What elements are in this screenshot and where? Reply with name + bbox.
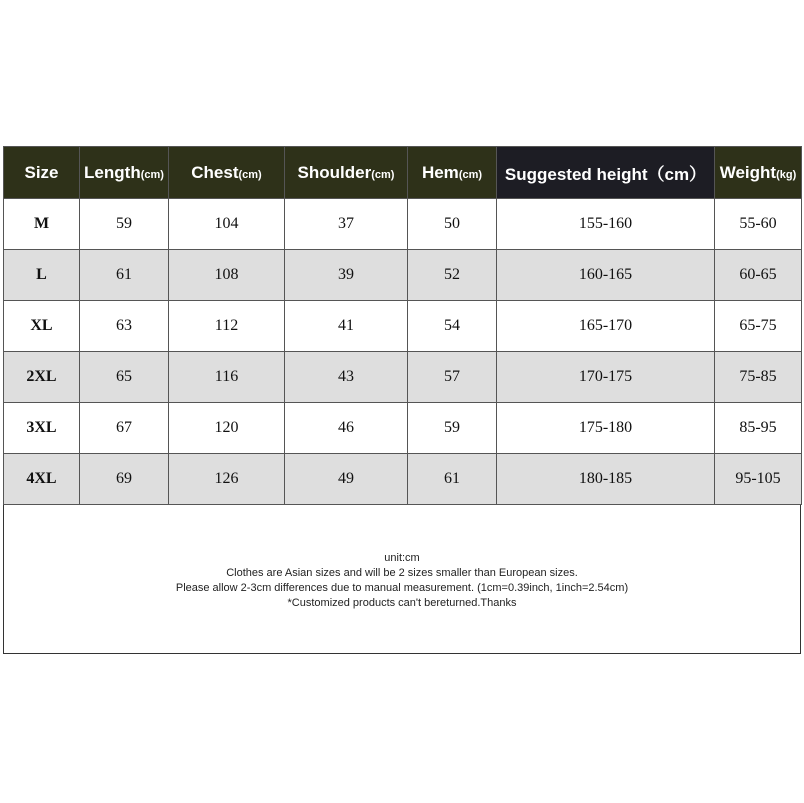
height-cell: 165-170 — [497, 301, 715, 352]
note-line: Clothes are Asian sizes and will be 2 sizes smaller than European sizes. — [226, 567, 578, 579]
table-row — [4, 352, 802, 403]
shoulder-cell: 37 — [285, 199, 408, 250]
header-unit: (cm) — [371, 168, 395, 181]
length-cell: 59 — [80, 199, 169, 250]
header-unit: (kg) — [776, 168, 797, 181]
length-cell: 65 — [80, 352, 169, 403]
chest-cell: 108 — [169, 250, 285, 301]
notes-block — [4, 551, 800, 611]
header-label: Size — [24, 162, 59, 182]
height-cell: 160-165 — [497, 250, 715, 301]
header-shoulder — [285, 147, 408, 199]
header-label: Chest — [191, 162, 239, 182]
height-cell: 180-185 — [497, 454, 715, 505]
height-cell: 175-180 — [497, 403, 715, 454]
header-weight — [715, 147, 802, 199]
header-label: Shoulder — [297, 162, 372, 182]
size-cell: M — [4, 199, 80, 250]
header-hem — [408, 147, 497, 199]
hem-cell: 57 — [408, 352, 497, 403]
header-label: Length — [84, 162, 141, 182]
weight-cell: 60-65 — [715, 250, 802, 301]
chest-cell: 104 — [169, 199, 285, 250]
weight-cell: 85-95 — [715, 403, 802, 454]
hem-cell: 50 — [408, 199, 497, 250]
shoulder-cell: 43 — [285, 352, 408, 403]
length-cell: 67 — [80, 403, 169, 454]
shoulder-cell: 46 — [285, 403, 408, 454]
size-cell: XL — [4, 301, 80, 352]
length-cell: 69 — [80, 454, 169, 505]
size-chart — [3, 146, 801, 654]
note-line: *Customized products can't bereturned.Thanks — [287, 597, 517, 609]
table-row — [4, 454, 802, 505]
header-unit: (cm) — [458, 168, 483, 181]
header-row — [4, 147, 802, 199]
hem-cell: 54 — [408, 301, 497, 352]
table-row — [4, 250, 802, 301]
header-unit: (cm) — [238, 168, 262, 181]
chest-cell: 126 — [169, 454, 285, 505]
header-label: Suggested height（cm） — [504, 165, 707, 184]
header-label: Weight — [719, 162, 777, 182]
size-cell: 4XL — [4, 454, 80, 505]
header-length — [80, 147, 169, 199]
table-row — [4, 403, 802, 454]
chest-cell: 116 — [169, 352, 285, 403]
header-suggested-height — [497, 147, 715, 199]
header-chest — [169, 147, 285, 199]
size-cell: 3XL — [4, 403, 80, 454]
weight-cell: 65-75 — [715, 301, 802, 352]
note-line: Please allow 2-3cm differences due to manual measurement. (1cm=0.39inch, 1inch=2.54cm) — [175, 582, 629, 594]
chest-cell: 112 — [169, 301, 285, 352]
size-cell: L — [4, 250, 80, 301]
weight-cell: 95-105 — [715, 454, 802, 505]
table-row — [4, 199, 802, 250]
weight-cell: 75-85 — [715, 352, 802, 403]
header-unit: (cm) — [140, 168, 164, 181]
length-cell: 63 — [80, 301, 169, 352]
shoulder-cell: 41 — [285, 301, 408, 352]
shoulder-cell: 49 — [285, 454, 408, 505]
hem-cell: 61 — [408, 454, 497, 505]
size-table — [3, 146, 802, 505]
shoulder-cell: 39 — [285, 250, 408, 301]
note-line: unit:cm — [384, 552, 420, 564]
header-label: Hem — [421, 162, 459, 182]
hem-cell: 59 — [408, 403, 497, 454]
weight-cell: 55-60 — [715, 199, 802, 250]
height-cell: 170-175 — [497, 352, 715, 403]
header-size — [4, 147, 80, 199]
size-cell: 2XL — [4, 352, 80, 403]
chest-cell: 120 — [169, 403, 285, 454]
length-cell: 61 — [80, 250, 169, 301]
height-cell: 155-160 — [497, 199, 715, 250]
table-row — [4, 301, 802, 352]
hem-cell: 52 — [408, 250, 497, 301]
